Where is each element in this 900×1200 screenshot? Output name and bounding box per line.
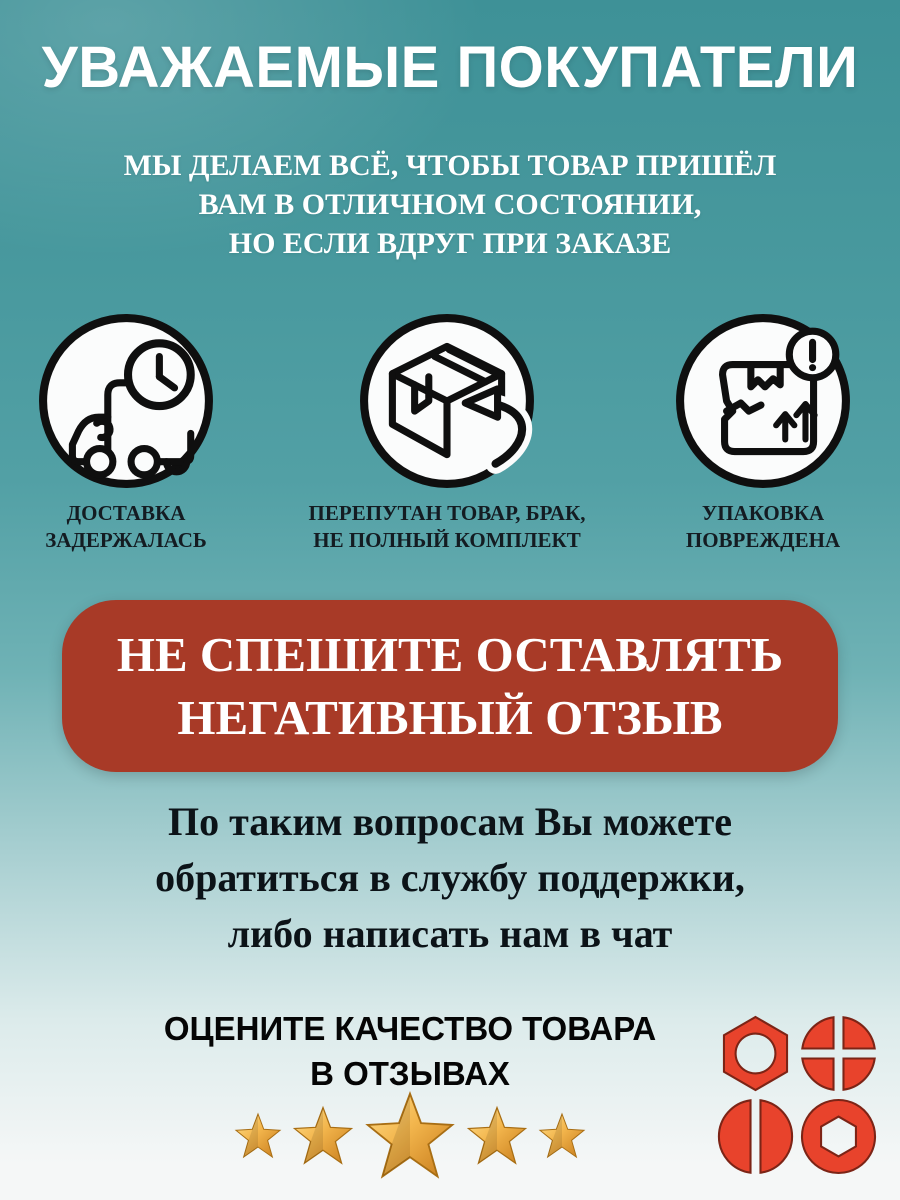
issue-label — [294, 500, 600, 554]
intro-text — [0, 146, 900, 263]
issue-label-line: УПАКОВКА — [701, 501, 825, 525]
rating-stars — [130, 1086, 690, 1186]
delivery-delayed-icon — [37, 312, 215, 490]
issue-label-line: НЕ ПОЛНЫЙ КОМПЛЕКТ — [313, 528, 581, 552]
issues-row — [0, 312, 900, 562]
intro-line: МЫ ДЕЛАЕМ ВСЁ, ЧТОБЫ ТОВАР ПРИШЁЛ — [123, 149, 777, 182]
issue-label-line: ДОСТАВКА — [66, 501, 186, 525]
issue-label — [652, 500, 874, 554]
rating-heading-line: В ОТЗЫВАХ — [310, 1055, 510, 1092]
issue-label-line: ПЕРЕПУТАН ТОВАР, БРАК, — [308, 501, 586, 525]
support-line: либо написать нам в чат — [227, 911, 673, 956]
issue-delivery-delayed — [12, 312, 240, 554]
brand-logo — [714, 1012, 880, 1178]
issue-label-line: ПОВРЕЖДЕНА — [685, 528, 841, 552]
star-icon — [234, 1112, 282, 1160]
wrong-item-return-icon — [358, 312, 536, 490]
support-line: обратиться в службу поддержки, — [155, 855, 745, 900]
issue-wrong-item — [294, 312, 600, 554]
rating-heading-line: ОЦЕНИТЕ КАЧЕСТВО ТОВАРА — [163, 1010, 657, 1047]
star-icon — [292, 1105, 354, 1167]
package-damaged-icon — [674, 312, 852, 490]
rating-heading — [40, 1006, 780, 1096]
banner-line: НЕ СПЕШИТЕ ОСТАВЛЯТЬ — [116, 627, 784, 682]
support-line: По таким вопросам Вы можете — [168, 799, 732, 844]
issue-label-line: ЗАДЕРЖАЛАСЬ — [45, 528, 207, 552]
intro-line: НО ЕСЛИ ВДРУГ ПРИ ЗАКАЗЕ — [228, 227, 672, 260]
banner-line: НЕГАТИВНЫЙ ОТЗЫВ — [177, 690, 723, 745]
support-text — [0, 794, 900, 962]
star-icon — [466, 1105, 528, 1167]
star-icon — [364, 1090, 456, 1182]
page-title: УВАЖАЕМЫЕ ПОКУПАТЕЛИ — [41, 35, 859, 100]
intro-line: ВАМ В ОТЛИЧНОМ СОСТОЯНИИ, — [198, 188, 702, 221]
issue-label — [12, 500, 240, 554]
warning-banner — [62, 600, 838, 772]
issue-package-damaged — [652, 312, 874, 554]
star-icon — [538, 1112, 586, 1160]
